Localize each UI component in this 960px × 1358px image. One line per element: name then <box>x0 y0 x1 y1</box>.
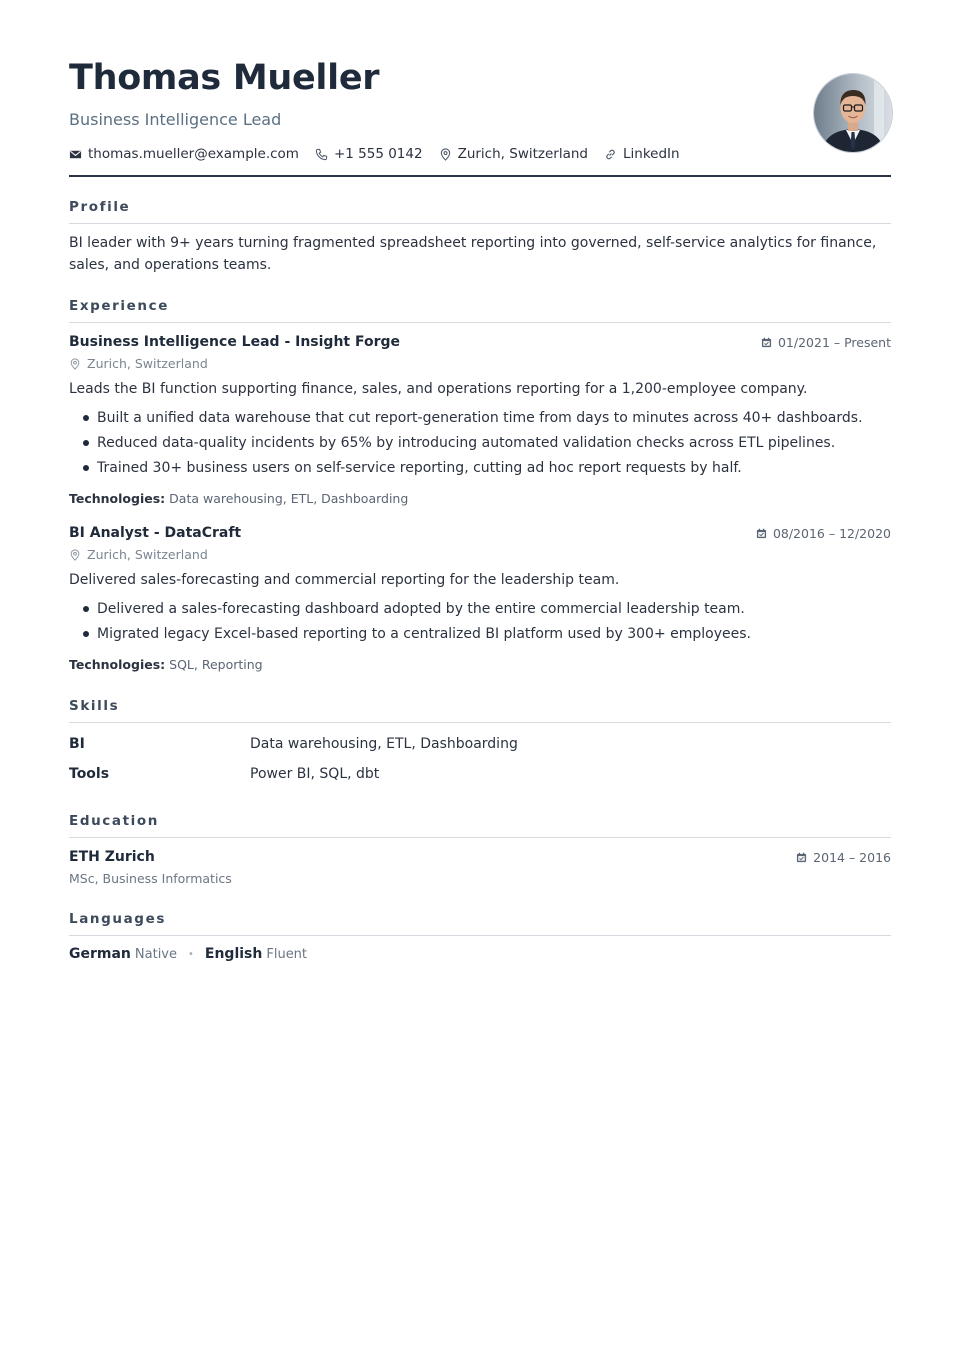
location-text: Zurich, Switzerland <box>457 146 588 162</box>
language-separator: • <box>188 948 194 960</box>
profile-summary: BI leader with 9+ years turning fragmented spreadsheet reporting into governed, self-service analytics for finance, sales, and operations teams. <box>69 235 877 273</box>
bullet-dot <box>83 440 89 446</box>
map-pin-icon <box>69 549 81 561</box>
job-location-text: Zurich, Switzerland <box>87 356 208 371</box>
education-degree: MSc, Business Informatics <box>69 871 232 886</box>
candidate-name: Thomas Mueller <box>69 58 380 98</box>
job-bullets <box>81 596 751 646</box>
link-icon <box>604 148 617 161</box>
email-text: thomas.mueller@example.com <box>88 146 299 162</box>
skill-category: BI <box>69 736 85 752</box>
section-title: Skills <box>69 698 120 714</box>
job-summary: Delivered sales-forecasting and commercial reporting for the leadership team. <box>69 572 620 588</box>
bullet-dot <box>83 415 89 421</box>
contact-location <box>439 146 588 162</box>
section-title: Education <box>69 813 159 829</box>
section-experience-heading <box>69 298 891 323</box>
calendar-icon <box>796 852 807 863</box>
list-item <box>81 430 863 455</box>
envelope-icon <box>69 148 82 161</box>
profile-photo <box>813 73 893 153</box>
map-pin-icon <box>439 148 452 161</box>
section-languages-heading <box>69 911 891 936</box>
calendar-icon <box>756 528 767 539</box>
language-level: Fluent <box>266 946 308 962</box>
section-title: Experience <box>69 298 169 314</box>
job-dates <box>761 335 891 350</box>
job-technologies <box>69 657 263 672</box>
contact-linkedin[interactable] <box>604 146 680 162</box>
job-location <box>69 547 208 562</box>
skill-items: Data warehousing, ETL, Dashboarding <box>250 736 518 752</box>
bullet-dot <box>83 606 89 612</box>
skill-row <box>69 736 891 758</box>
section-skills-heading <box>69 698 891 723</box>
education-dates <box>796 850 891 865</box>
section-education-heading <box>69 813 891 838</box>
header-divider <box>69 175 891 177</box>
contact-bar <box>69 145 680 163</box>
technologies-label: Technologies: <box>69 491 166 506</box>
candidate-title: Business Intelligence Lead <box>69 110 282 129</box>
job-bullets <box>81 405 863 480</box>
contact-email[interactable] <box>69 146 299 162</box>
list-item <box>81 405 863 430</box>
language-name: German <box>69 946 131 962</box>
bullet-text: Built a unified data warehouse that cut report-generation time from days to minutes across 40+ dashboards. <box>97 409 863 426</box>
languages-list <box>69 946 307 962</box>
section-profile-heading <box>69 199 891 224</box>
list-item <box>81 596 751 621</box>
job-technologies <box>69 491 408 506</box>
technologies-label: Technologies: <box>69 657 166 672</box>
job-title: BI Analyst - DataCraft <box>69 525 242 541</box>
education-dates-text: 2014 – 2016 <box>813 850 891 865</box>
section-title: Profile <box>69 199 131 215</box>
bullet-dot <box>83 465 89 471</box>
skill-category: Tools <box>69 766 110 782</box>
contact-phone[interactable] <box>315 146 423 162</box>
job-title: Business Intelligence Lead - Insight Forge <box>69 334 401 350</box>
skill-row <box>69 766 891 788</box>
section-title: Languages <box>69 911 166 927</box>
map-pin-icon <box>69 358 81 370</box>
job-location <box>69 356 208 371</box>
technologies-list: SQL, Reporting <box>169 657 263 672</box>
bullet-text: Reduced data-quality incidents by 65% by introducing automated validation checks across ETL pipelines. <box>97 434 836 451</box>
bullet-dot <box>83 631 89 637</box>
bullet-text: Migrated legacy Excel-based reporting to a centralized BI platform used by 300+ employees. <box>97 625 751 642</box>
job-dates <box>756 526 891 541</box>
language-name: English <box>204 946 263 962</box>
bullet-text: Trained 30+ business users on self-service reporting, cutting ad hoc report requests by half. <box>97 459 742 476</box>
bullet-text: Delivered a sales-forecasting dashboard adopted by the entire commercial leadership team. <box>97 600 745 617</box>
skill-items: Power BI, SQL, dbt <box>250 766 380 782</box>
job-summary: Leads the BI function supporting finance, sales, and operations reporting for a 1,200-employee company. <box>69 381 808 397</box>
language-level: Native <box>134 946 177 962</box>
calendar-icon <box>761 337 772 348</box>
phone-icon <box>315 148 328 161</box>
list-item <box>81 621 751 646</box>
job-dates-text: 01/2021 – Present <box>777 335 891 350</box>
education-school: ETH Zurich <box>69 849 155 865</box>
list-item <box>81 455 863 480</box>
job-dates-text: 08/2016 – 12/2020 <box>772 526 891 541</box>
technologies-list: Data warehousing, ETL, Dashboarding <box>169 491 409 506</box>
job-location-text: Zurich, Switzerland <box>87 547 208 562</box>
phone-text: +1 555 0142 <box>333 146 423 162</box>
linkedin-text: LinkedIn <box>623 146 680 162</box>
